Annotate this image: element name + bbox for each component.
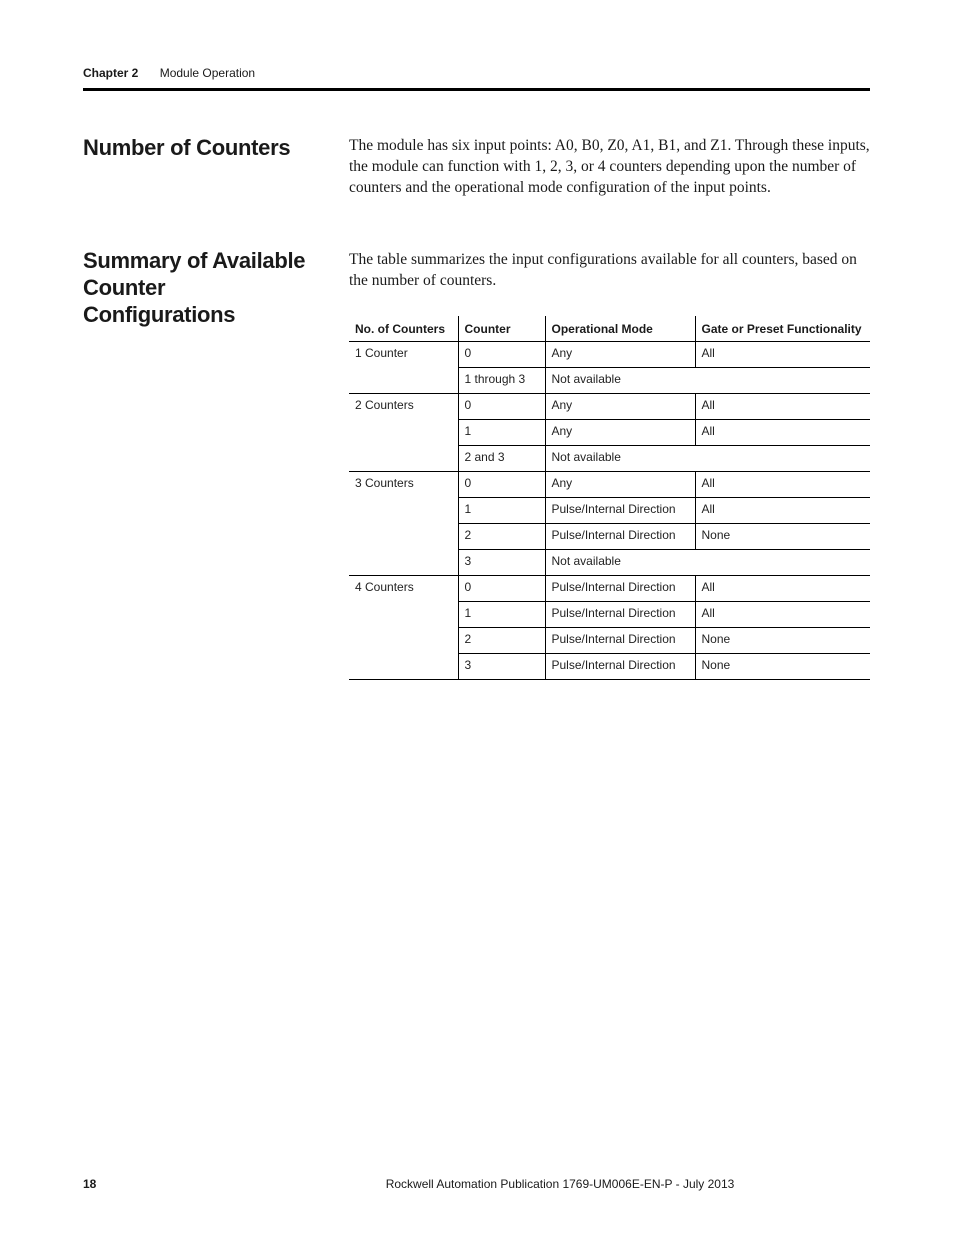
mode-cell: Any xyxy=(545,342,695,368)
counter-group-label: 2 Counters xyxy=(349,394,458,472)
gate-cell: All xyxy=(695,498,870,524)
counter-group-label: 4 Counters xyxy=(349,576,458,680)
gate-cell: All xyxy=(695,342,870,368)
counter-cell: 0 xyxy=(458,342,545,368)
section-heading-number-of-counters: Number of Counters xyxy=(83,135,291,160)
table-row xyxy=(349,576,870,602)
counter-cell: 2 and 3 xyxy=(458,446,545,472)
table-header-row xyxy=(349,316,870,342)
gate-cell: None xyxy=(695,524,870,550)
gate-cell: All xyxy=(695,602,870,628)
gate-cell: None xyxy=(695,628,870,654)
mode-cell: Any xyxy=(545,472,695,498)
mode-cell: Not available xyxy=(545,550,870,576)
counter-cell: 2 xyxy=(458,628,545,654)
counter-cell: 1 through 3 xyxy=(458,368,545,394)
counter-cell: 3 xyxy=(458,654,545,680)
counter-group-label: 3 Counters xyxy=(349,472,458,576)
section-heading-summary: Summary of Available Counter Configurations xyxy=(83,248,306,327)
column-header: Gate or Preset Functionality xyxy=(695,316,870,342)
page-number: 18 xyxy=(83,1177,97,1191)
column-header: Counter xyxy=(458,316,545,342)
table-row xyxy=(349,394,870,420)
mode-cell: Pulse/Internal Direction xyxy=(545,628,695,654)
running-header xyxy=(83,66,255,80)
mode-cell: Pulse/Internal Direction xyxy=(545,602,695,628)
mode-cell: Any xyxy=(545,420,695,446)
column-header: No. of Counters xyxy=(349,316,458,342)
gate-cell: All xyxy=(695,394,870,420)
gate-cell: None xyxy=(695,654,870,680)
gate-cell: All xyxy=(695,420,870,446)
header-rule xyxy=(83,88,870,91)
counter-cell: 3 xyxy=(458,550,545,576)
section-text-summary: The table summarizes the input configurations available for all counters, based on the number of counters. xyxy=(349,251,857,289)
table-body xyxy=(349,342,870,680)
publication-info: Rockwell Automation Publication 1769-UM006E-EN-P - July 2013 xyxy=(385,1177,735,1191)
column-header: Operational Mode xyxy=(545,316,695,342)
gate-cell: All xyxy=(695,472,870,498)
chapter-title: Module Operation xyxy=(159,66,256,80)
publication-footer xyxy=(0,1177,954,1191)
counter-cell: 2 xyxy=(458,524,545,550)
mode-cell: Any xyxy=(545,394,695,420)
counter-configurations-table xyxy=(349,316,870,680)
table-row xyxy=(349,342,870,368)
counter-cell: 1 xyxy=(458,498,545,524)
counter-cell: 0 xyxy=(458,394,545,420)
chapter-label: Chapter 2 xyxy=(83,66,139,80)
counter-cell: 1 xyxy=(458,420,545,446)
mode-cell: Pulse/Internal Direction xyxy=(545,576,695,602)
counter-cell: 0 xyxy=(458,472,545,498)
mode-cell: Not available xyxy=(545,368,870,394)
section-text-number-of-counters: The module has six input points: A0, B0, Z0, A1, B1, and Z1. Through these inputs, the module can function with 1, 2, 3, or 4 counters depending upon the number of counters and the operational mode configuration of the input points. xyxy=(349,137,870,196)
counter-group-label: 1 Counter xyxy=(349,342,458,394)
gate-cell: All xyxy=(695,576,870,602)
table-row xyxy=(349,472,870,498)
mode-cell: Pulse/Internal Direction xyxy=(545,654,695,680)
mode-cell: Pulse/Internal Direction xyxy=(545,498,695,524)
mode-cell: Not available xyxy=(545,446,870,472)
counter-cell: 1 xyxy=(458,602,545,628)
counter-cell: 0 xyxy=(458,576,545,602)
mode-cell: Pulse/Internal Direction xyxy=(545,524,695,550)
